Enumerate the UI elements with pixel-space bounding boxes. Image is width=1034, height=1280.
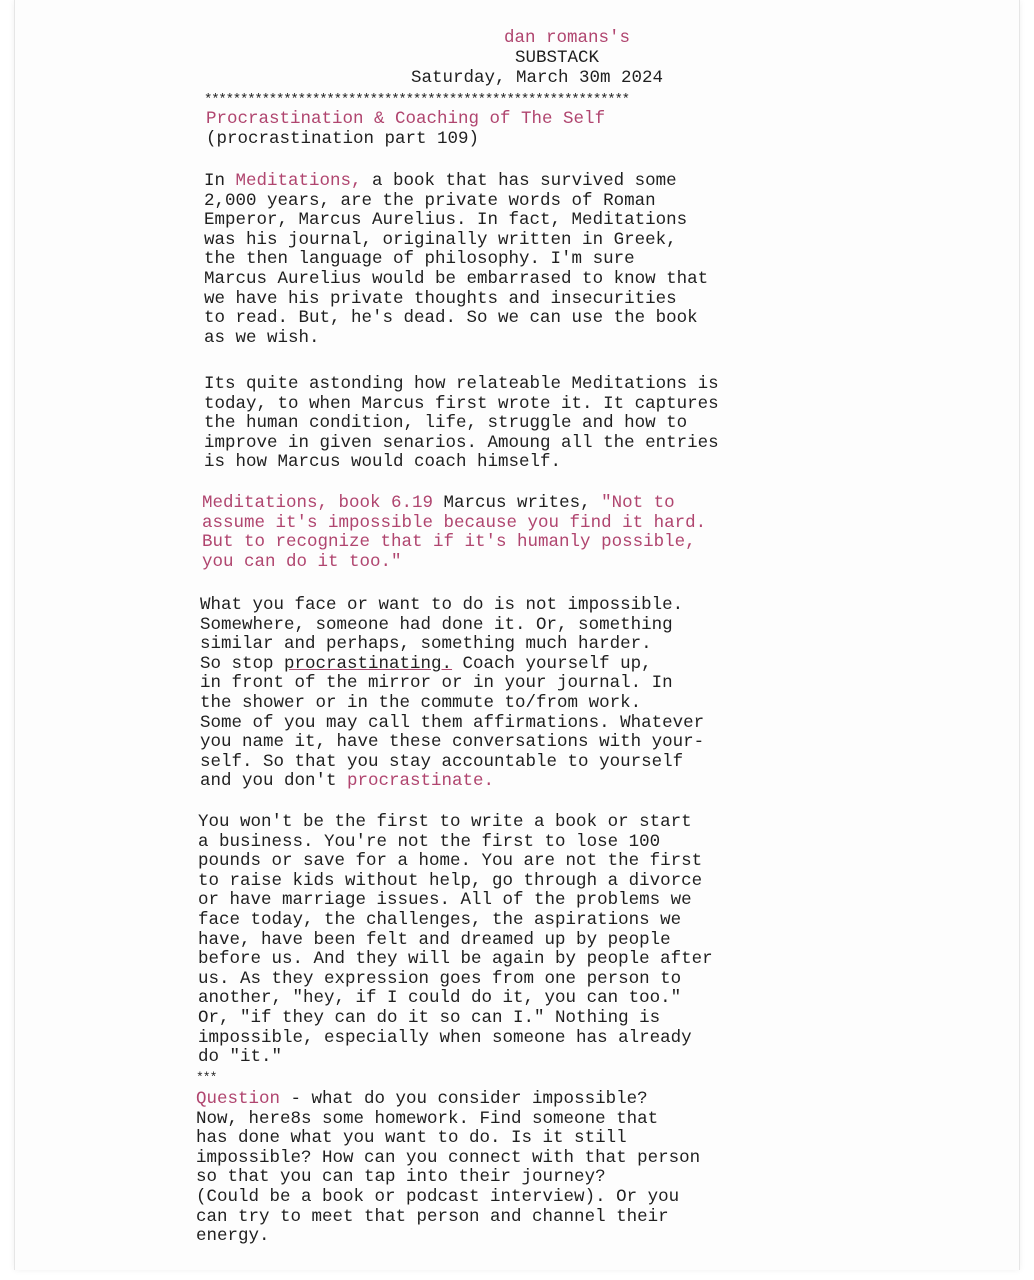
publication-name: SUBSTACK: [514, 48, 599, 68]
section-break: ***: [196, 1070, 217, 1085]
quote-rest: assume it's impossible because you find it hard. But to recognize that if it's humanly possible, you can do it too.": [202, 512, 707, 572]
quote-reference: Meditations, book 6.19: [202, 493, 434, 513]
paragraph-4: [200, 596, 704, 792]
p1-prefix: In: [204, 171, 236, 191]
procrastinating-underlined: procrastinating.: [284, 653, 453, 674]
article-title: Procrastination & Coaching of The Self: [206, 109, 606, 129]
masthead: [0, 28, 1034, 88]
post-date: Saturday, March 30m 2024: [410, 68, 664, 88]
p4-text-b: Coach yourself up, in front of the mirror or in your journal. In the shower or in the commute to/from work. Some of you may call them affirmations. Whatever you name it, have these conversations with your- self. So that you stay accountable to yourself and you don't: [200, 653, 705, 792]
paragraph-3-quote: [202, 494, 706, 572]
p1-text: a book that has survived some 2,000 years, are the private words of Roman Emperor, Marcus Aurelius. In fact, Meditations was his journal, originally written in Greek, the then language of philosophy. I'm sure Marcus Aurelius would be embarrased to know that we have his private thoughts and insecurities to read. But, he's dead. So we can use the book as we wish.: [204, 171, 709, 348]
question-label: Question: [196, 1089, 281, 1109]
paragraph-6-question: [196, 1090, 700, 1247]
paragraph-5: You won't be the first to write a book or start a business. You're not the first to lose 100 pounds or save for a home. You are not the first to raise kids without help, go through a divorce or have marriage issues. All of the problems we face today, the challenges, the aspirations we have, have been felt and dreamed up by people before us. And they will be again by people after us. As they expression goes from one person to another, "hey, if I could do it, you can too." Or, "if they can do it so can I." Nothing is impossible, especially when someone has already do "it.": [198, 812, 713, 1068]
star-divider: ***********************************************************: [204, 92, 629, 108]
procrastinate-red: procrastinate.: [347, 771, 495, 792]
paragraph-2: Its quite astonding how relateable Meditations is today, to when Marcus first wrote it. It captures the human condition, life, struggle and how to improve in given senarios. Amoung all the entries is how Marcus would coach himself.: [204, 374, 719, 473]
p4-text-a: What you face or want to do is not impossible. Somewhere, someone had done it. Or, something similar and perhaps, something much harder. So stop: [200, 595, 684, 674]
author-name: dan romans's: [503, 28, 631, 48]
question-text: - what do you consider impossible?: [280, 1089, 648, 1109]
article-subtitle: (procrastination part 109): [206, 129, 480, 149]
meditations-title: Meditations,: [235, 171, 362, 191]
paragraph-1: [204, 172, 708, 348]
quote-line-1: "Not to: [601, 493, 675, 513]
quote-intro: Marcus writes,: [433, 493, 602, 513]
homework-text: Now, here8s some homework. Find someone that has done what you want to do. Is it still impossible? How can you connect with that person so that you can tap into their journey? (Could be a book or podcast interview). Or you can try to meet that person and channel their energy.: [196, 1108, 701, 1247]
